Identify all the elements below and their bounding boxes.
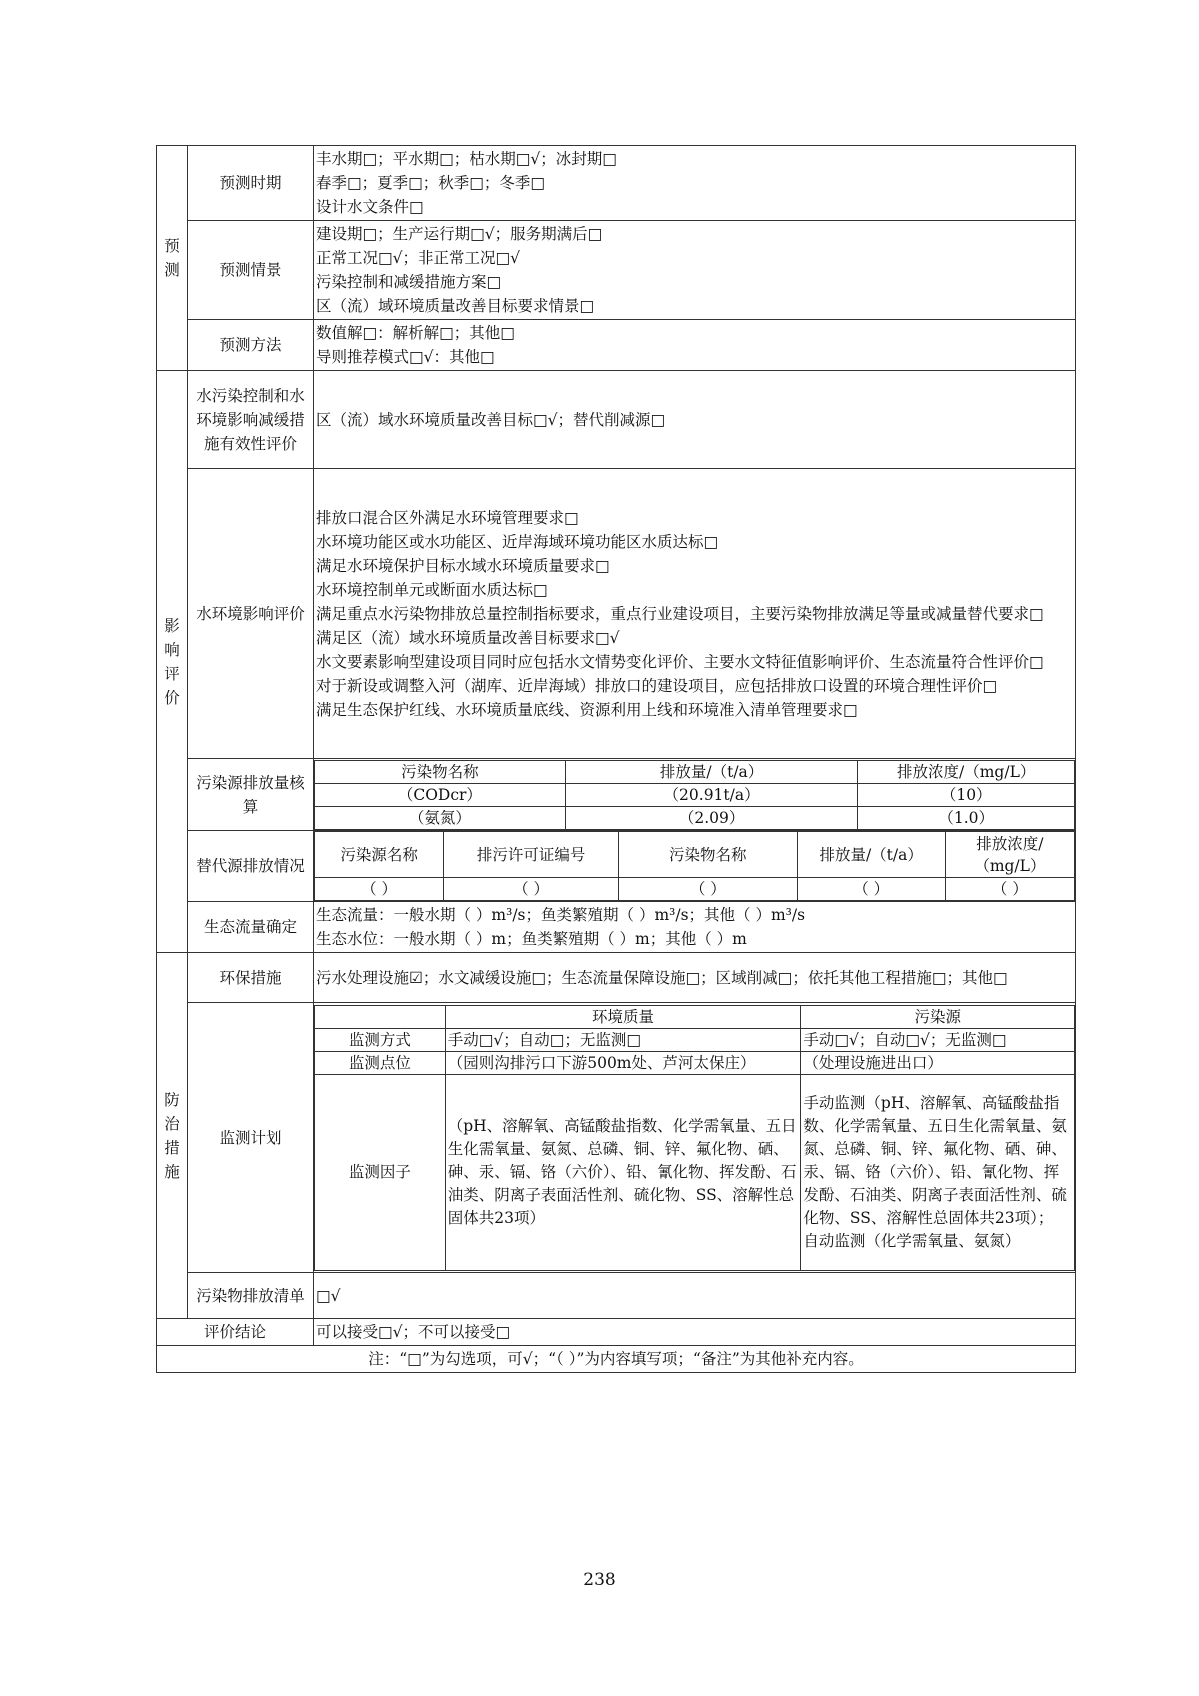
category-impact: 影响评价: [157, 371, 188, 953]
option-line: 区（流）域环境质量改善目标要求情景□: [316, 297, 595, 315]
mitigation-row: [157, 371, 1076, 469]
row-label: 监测方式: [315, 1028, 446, 1051]
category-prediction: 预测: [157, 146, 188, 371]
column-header: 污染源: [801, 1005, 1075, 1028]
emission-calc-table-cell: [314, 759, 1076, 831]
water-env-row: [157, 469, 1076, 759]
eco-flow-options: [314, 902, 1076, 953]
row-label: 监测因子: [315, 1074, 446, 1270]
replacement-table-cell: [314, 831, 1076, 902]
column-header: 排污许可证编号: [444, 832, 619, 878]
column-header: 排放浓度/（mg/L）: [945, 832, 1074, 878]
option-line: 水环境功能区或水功能区、近岸海域环境功能区水质达标□: [316, 532, 719, 551]
table-row: [315, 806, 1075, 829]
column-header: 排放量/（t/a）: [797, 832, 945, 878]
table-cell: （ ）: [945, 878, 1074, 901]
env-measures-row: [157, 953, 1076, 1003]
option-line: 排放口混合区外满足水环境管理要求□: [316, 508, 579, 527]
monitoring-table-cell: [314, 1003, 1076, 1273]
prediction-period-row: [157, 146, 1076, 221]
table-cell: （处理设施进出口）: [801, 1051, 1075, 1074]
replacement-label: 替代源排放情况: [188, 831, 314, 902]
note-row: [157, 1346, 1076, 1373]
table-cell: （1.0）: [858, 806, 1075, 829]
prediction-scenario-label: 预测情景: [188, 221, 314, 320]
conclusion-label: 评价结论: [157, 1319, 314, 1346]
table-cell: [801, 1074, 1075, 1270]
table-row: [315, 878, 1075, 901]
table-cell: 手动□√；自动□；无监测□: [445, 1028, 801, 1051]
factor-auto: 自动监测（化学需氧量、氨氮）: [803, 1231, 1021, 1250]
column-header: 排放量/（t/a）: [565, 760, 858, 783]
eco-flow-row: [157, 902, 1076, 953]
option-line: 正常工况□√；非正常工况□√: [316, 249, 521, 267]
column-header: 污染物名称: [315, 760, 566, 783]
discharge-list-label: 污染物排放清单: [188, 1273, 314, 1319]
emission-calc-table: [314, 760, 1075, 830]
discharge-list-row: [157, 1273, 1076, 1319]
page-number: 238: [583, 1570, 616, 1590]
mitigation-label: 水污染控制和水环境影响减缓措施有效性评价: [188, 371, 314, 469]
column-header: 排放浓度/（mg/L）: [858, 760, 1075, 783]
monitoring-row: [157, 1003, 1076, 1273]
table-row: [315, 1074, 1075, 1270]
table-cell: （ ）: [618, 878, 797, 901]
emission-calc-row: [157, 759, 1076, 831]
row-label: 监测点位: [315, 1051, 446, 1074]
table-header-row: [315, 832, 1075, 878]
table-cell: （CODcr）: [315, 783, 566, 806]
factor-manual: 手动监测（pH、溶解氧、高锰酸盐指数、化学需氧量、五日生化需氧量、氨氮、总磷、铜、锌、氟化物、硒、砷、汞、镉、铬（六价）、铅、氰化物、挥发酚、石油类、阴离子表面活性剂、硫化物、SS、溶解性总固体共23项）；: [803, 1093, 1067, 1227]
table-cell: （氨氮）: [315, 806, 566, 829]
table-cell: （10）: [858, 783, 1075, 806]
option-line: 数值解□：解析解□；其他□: [316, 324, 515, 342]
option-line: 丰水期□；平水期□；枯水期□√；冰封期□: [316, 150, 617, 168]
env-measures-options: 污水处理设施☑；水文减缓设施□；生态流量保障设施□；区域削减□；依托其他工程措施□；其他□: [314, 953, 1076, 1003]
column-header: 污染物名称: [618, 832, 797, 878]
monitoring-label: 监测计划: [188, 1003, 314, 1273]
prediction-scenario-options: [314, 221, 1076, 320]
eco-flow-label: 生态流量确定: [188, 902, 314, 953]
evaluation-table: [156, 145, 1076, 1373]
option-line: 生态流量：一般水期（ ）m³/s；鱼类繁殖期（ ）m³/s；其他（ ）m³/s: [316, 906, 806, 924]
option-line: 满足重点水污染物排放总量控制指标要求，重点行业建设项目，主要污染物排放满足等量或减量替代要求□: [316, 604, 1044, 623]
option-line: 水文要素影响型建设项目同时应包括水文情势变化评价、主要水文特征值影响评价、生态流量符合性评价□: [316, 652, 1044, 671]
table-header-row: [315, 1005, 1075, 1028]
conclusion-row: [157, 1319, 1076, 1346]
mitigation-options: 区（流）域水环境质量改善目标□√；替代削减源□: [314, 371, 1076, 469]
option-line: 满足生态保护红线、水环境质量底线、资源利用上线和环境准入清单管理要求□: [316, 700, 858, 719]
prediction-period-options: [314, 146, 1076, 221]
option-line: 春季□；夏季□；秋季□；冬季□: [316, 174, 546, 192]
option-line: 建设期□；生产运行期□√；服务期满后□: [316, 225, 603, 243]
table-row: [315, 783, 1075, 806]
column-header: 污染源名称: [315, 832, 444, 878]
option-line: 对于新设或调整入河（湖库、近岸海域）排放口的建设项目，应包括排放口设置的环境合理性评价□: [316, 676, 998, 695]
monitoring-table: [314, 1005, 1075, 1271]
option-line: 水环境控制单元或断面水质达标□: [316, 580, 548, 599]
table-cell: （2.09）: [565, 806, 858, 829]
prediction-method-options: [314, 320, 1076, 371]
table-cell: 手动□√；自动□√；无监测□: [801, 1028, 1075, 1051]
water-env-label: 水环境影响评价: [188, 469, 314, 759]
option-line: 满足区（流）域水环境质量改善目标要求□√: [316, 628, 620, 647]
prediction-method-label: 预测方法: [188, 320, 314, 371]
replacement-table: [314, 831, 1075, 901]
option-line: 污染控制和减缓措施方案□: [316, 273, 502, 291]
table-cell: （pH、溶解氧、高锰酸盐指数、化学需氧量、五日生化需氧量、氨氮、总磷、铜、锌、氟化物、硒、砷、汞、镉、铬（六价）、铅、氰化物、挥发酚、石油类、阴离子表面活性剂、硫化物、SS、溶解性总固体共23项）: [445, 1074, 801, 1270]
conclusion-value: 可以接受□√；不可以接受□: [314, 1319, 1076, 1346]
column-header: 环境质量: [445, 1005, 801, 1028]
option-line: 生态水位：一般水期（ ）m；鱼类繁殖期（ ）m；其他（ ）m: [316, 930, 747, 948]
table-cell: （ ）: [444, 878, 619, 901]
table-cell: （园则沟排污口下游500m处、芦河太保庄）: [445, 1051, 801, 1074]
prediction-period-label: 预测时期: [188, 146, 314, 221]
table-row: [315, 1028, 1075, 1051]
table-cell: （ ）: [315, 878, 444, 901]
emission-calc-label: 污染源排放量核算: [188, 759, 314, 831]
prediction-method-row: [157, 320, 1076, 371]
option-line: 导则推荐模式□√：其他□: [316, 348, 495, 366]
water-env-options: [314, 469, 1076, 759]
env-measures-label: 环保措施: [188, 953, 314, 1003]
replacement-row: [157, 831, 1076, 902]
option-line: 满足水环境保护目标水域水环境质量要求□: [316, 556, 610, 575]
category-prevention: 防治措施: [157, 953, 188, 1319]
discharge-list-value: □√: [314, 1273, 1076, 1319]
prediction-scenario-row: [157, 221, 1076, 320]
table-cell: （20.91t/a）: [565, 783, 858, 806]
table-note: 注：“□”为勾选项，可√；“（ ）”为内容填写项；“备注”为其他补充内容。: [157, 1346, 1076, 1373]
column-header-blank: [315, 1005, 446, 1028]
table-cell: （ ）: [797, 878, 945, 901]
option-line: 设计水文条件□: [316, 198, 424, 216]
table-row: [315, 1051, 1075, 1074]
table-header-row: [315, 760, 1075, 783]
